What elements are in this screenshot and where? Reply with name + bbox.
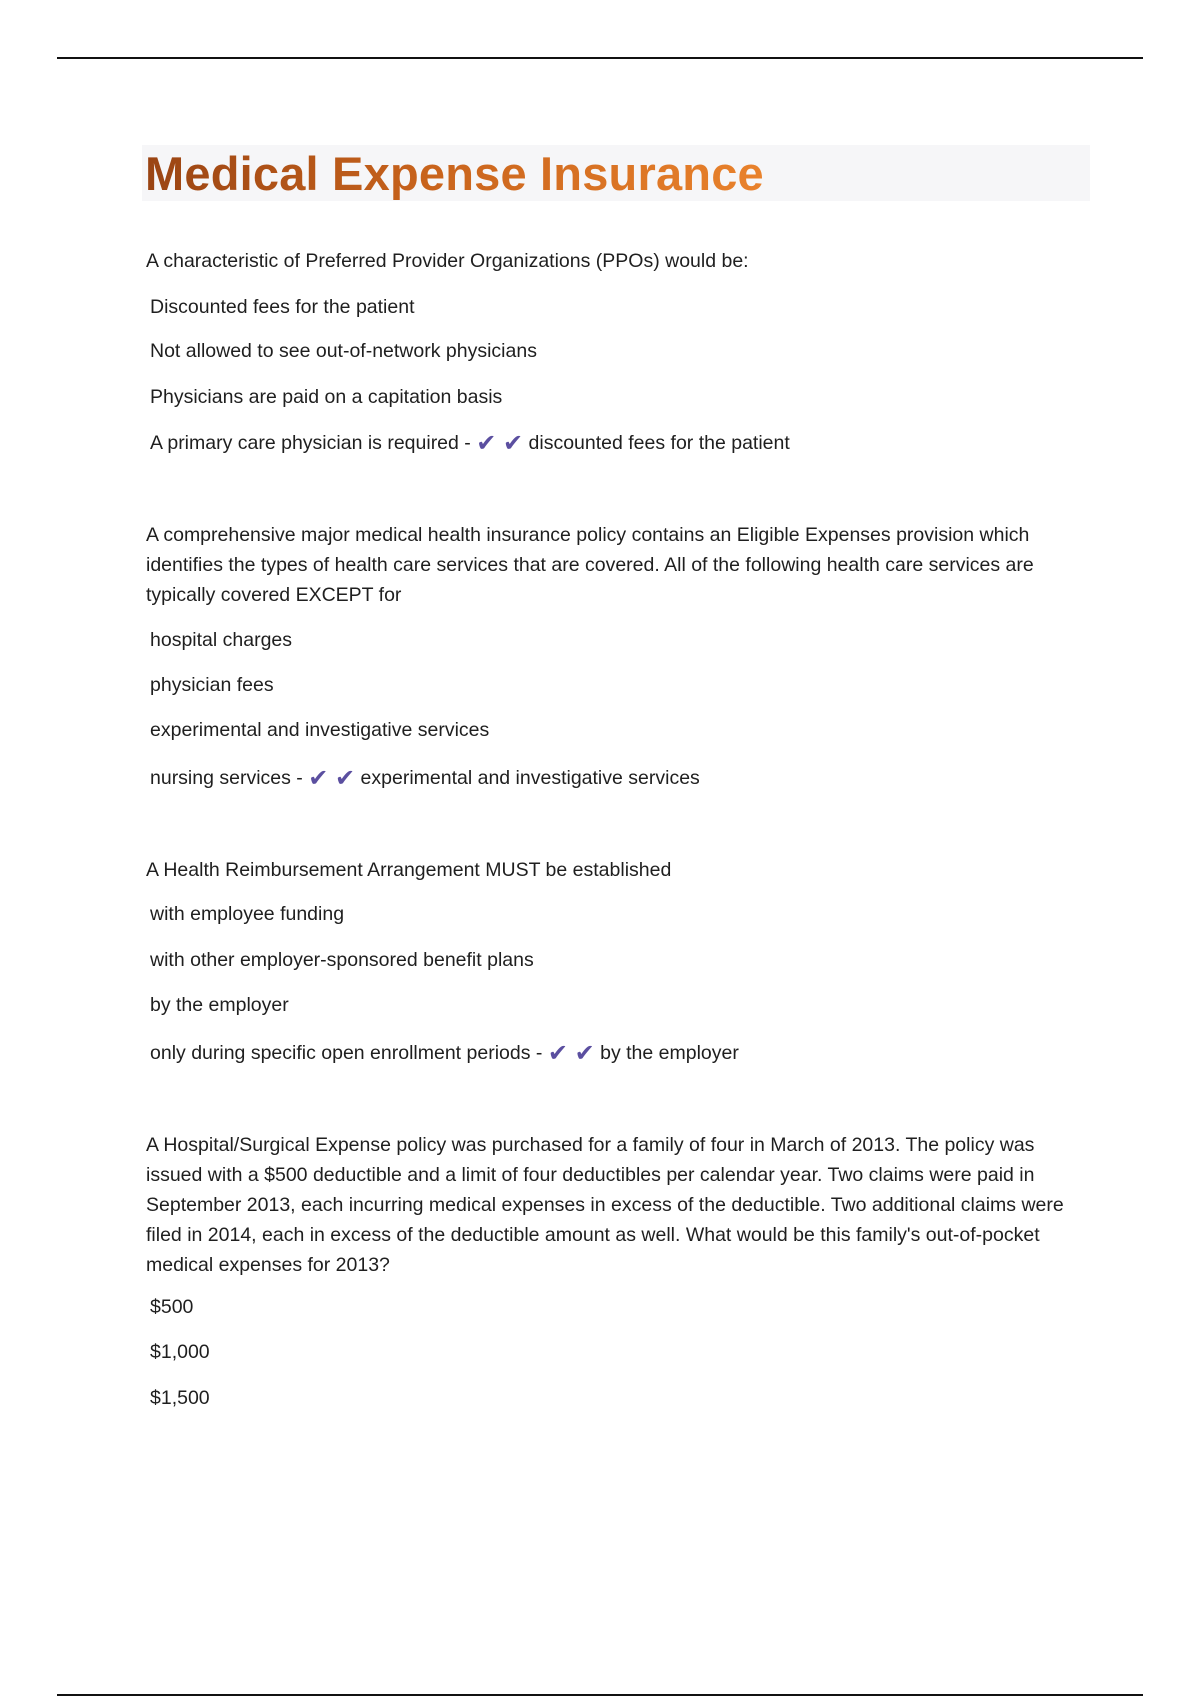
question-1-option-4: A primary care physician is required - xyxy=(150,432,471,454)
question-3-option-3: by the employer xyxy=(150,994,289,1016)
question-2-prompt: A comprehensive major medical health insurance policy contains an Eligible Expenses provision which identifies the types of health care services that are covered. All of the following health care services are typically covered EXCEPT for xyxy=(146,524,1034,606)
question-1-answer: discounted fees for the patient xyxy=(528,432,790,454)
top-rule xyxy=(57,57,1143,59)
bottom-rule xyxy=(57,1694,1143,1696)
question-1-option-4-with-answer xyxy=(150,430,790,457)
question-1-option-3: Physicians are paid on a capitation basis xyxy=(150,386,503,408)
question-3-option-4-with-answer xyxy=(150,1040,739,1067)
answer-checkmark-icon: ✔ ✔ xyxy=(308,765,356,792)
question-3-option-2: with other employer-sponsored benefit plans xyxy=(150,949,534,971)
question-4-option-1: $500 xyxy=(150,1296,194,1318)
page-title: Medical Expense Insurance xyxy=(145,147,764,200)
question-3-prompt: A Health Reimbursement Arrangement MUST be established xyxy=(146,859,672,881)
question-4-option-3: $1,500 xyxy=(150,1387,210,1409)
question-2-option-2: physician fees xyxy=(150,674,274,696)
question-4-option-2: $1,000 xyxy=(150,1341,210,1363)
question-1-prompt: A characteristic of Preferred Provider Organizations (PPOs) would be: xyxy=(146,250,749,272)
answer-checkmark-icon: ✔ ✔ xyxy=(547,1040,595,1067)
question-3-answer: by the employer xyxy=(600,1042,739,1064)
question-2-option-3: experimental and investigative services xyxy=(150,719,490,741)
question-2-answer: experimental and investigative services xyxy=(360,767,700,789)
question-3-option-4: only during specific open enrollment periods - xyxy=(150,1042,543,1064)
question-1-option-1: Discounted fees for the patient xyxy=(150,296,415,318)
question-3-option-1: with employee funding xyxy=(150,903,345,925)
question-2-option-1: hospital charges xyxy=(150,629,293,651)
question-2-option-4-with-answer xyxy=(150,765,700,792)
answer-checkmark-icon: ✔ ✔ xyxy=(476,430,524,457)
question-2-option-4: nursing services - xyxy=(150,767,303,789)
question-4-prompt: A Hospital/Surgical Expense policy was purchased for a family of four in March of 2013. The policy was issued with a $500 deductible and a limit of four deductibles per calendar year. Two claims were paid in September 2013, each incurring medical expenses in excess of the deductible. Two additional claims were filed in 2014, each in excess of the deductible amount as well. What would be this family's out-of-pocket medical expenses for 2013? xyxy=(146,1134,1064,1276)
question-1-option-2: Not allowed to see out-of-network physicians xyxy=(150,340,537,362)
